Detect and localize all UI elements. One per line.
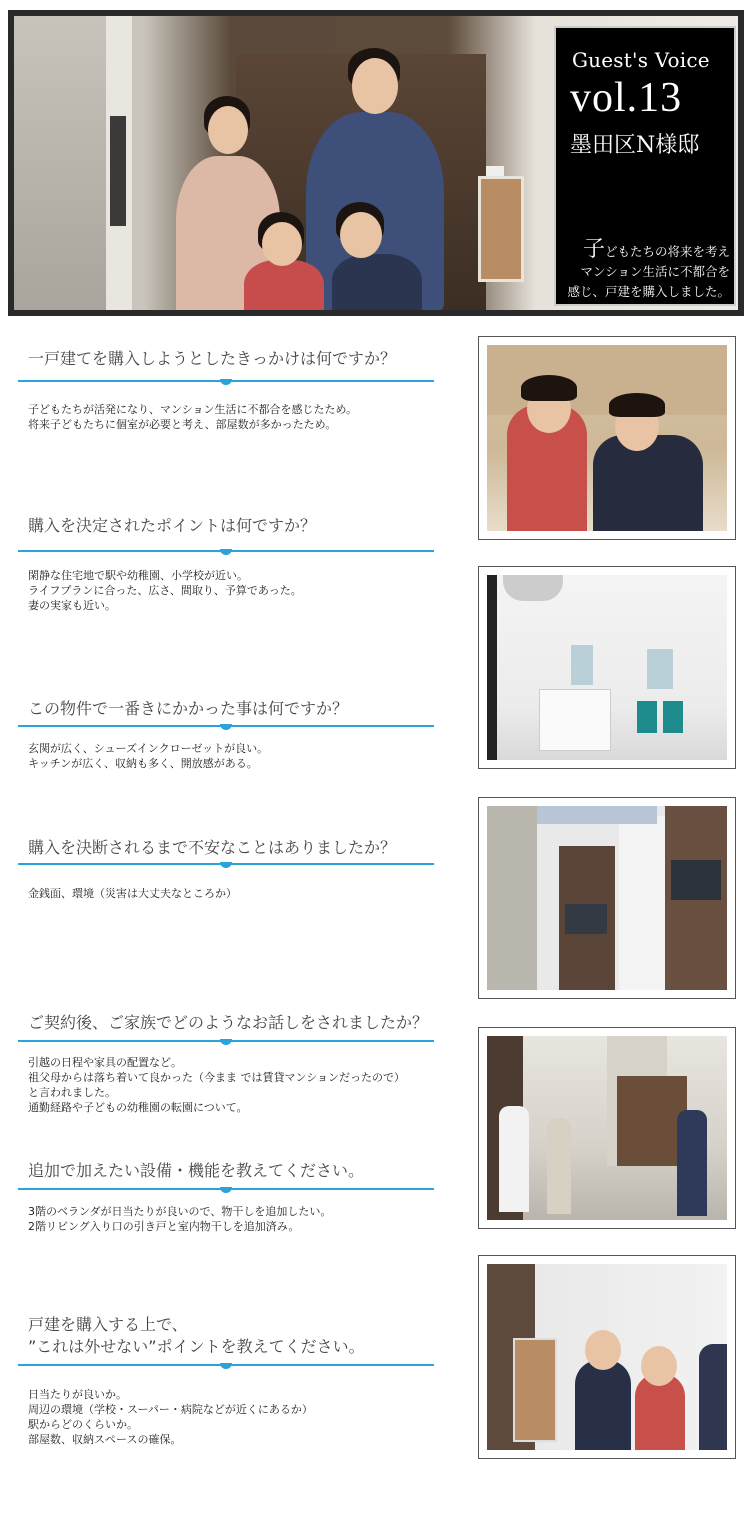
photo-children-sofa (478, 336, 736, 540)
photo-living-room (478, 566, 736, 769)
question-divider (18, 725, 434, 727)
answer-4: 金銭面、環境（災害は大丈夫なところか） (28, 887, 237, 900)
photo-children-door (478, 1255, 736, 1459)
question-7: 戸建を購入する上で、 ”これは外せない”ポイントを教えてください。 (28, 1315, 365, 1356)
series-label: Guest's Voice (572, 48, 710, 72)
answer-1: 子どもたちが活発になり、マンション生活に不都合を感じたため。 将来子どもたちに個室が必要と考え、部屋数が多かったため。 (28, 403, 358, 431)
answer-5: 引越の日程や家具の配置など。 祖父母からは落ち着いて良かった（今まま では賃貸マンションだったので） と言われました。 通勤経路や子どもの幼稚園の転園について。 (28, 1056, 405, 1114)
answer-6: 3階のベランダが日当たりが良いので、物干しを追加したい。 2階リビング入り口の引き戸と室内物干しを追加済み。 (28, 1205, 332, 1233)
question-divider (18, 550, 434, 552)
question-5: ご契約後、ご家族でどのようなお話しをされましたか？ (28, 1013, 429, 1032)
question-divider (18, 1188, 434, 1190)
question-divider (18, 863, 434, 865)
answer-3: 玄関が広く、シューズインクローゼットが良い。 キッチンが広く、収納も多く、開放感がある。 (28, 742, 269, 770)
question-divider (18, 1364, 434, 1366)
volume-number: vol.13 (570, 75, 683, 121)
catchphrase-initial: 子 (582, 237, 605, 262)
question-2: 購入を決定されたポイントは何ですか？ (28, 516, 317, 535)
hero-title-box (554, 26, 736, 306)
catchphrase (560, 237, 730, 302)
question-divider (18, 1040, 434, 1042)
question-1: 一戸建てを購入しようとしたきっかけは何ですか？ (28, 349, 397, 368)
question-4: 購入を決断されるまで不安なことはありましたか？ (28, 838, 397, 857)
question-divider (18, 380, 434, 382)
catchphrase-text: どもたちの将来を考え マンション生活に不都合を 感じ、戸建を購入しました。 (567, 244, 730, 299)
photo-house-exterior (478, 797, 736, 999)
answer-7: 日当たりが良いか。 周辺の環境（学校・スーパー・病院などが近くにあるか） 駅からどのくらいか。 部屋数、収納スペースの確保。 (28, 1388, 313, 1446)
answer-2: 閑静な住宅地で駅や幼稚園、小学校が近い。 ライフプランに合った、広さ、間取り、予算であった。 妻の実家も近い。 (28, 569, 302, 612)
photo-entrance (478, 1027, 736, 1229)
hero-banner (8, 10, 744, 316)
house-name: 墨田区N様邸 (570, 133, 700, 158)
question-3: この物件で一番きにかかった事は何ですか？ (28, 699, 349, 718)
question-6: 追加で加えたい設備・機能を教えてください。 (28, 1161, 365, 1180)
